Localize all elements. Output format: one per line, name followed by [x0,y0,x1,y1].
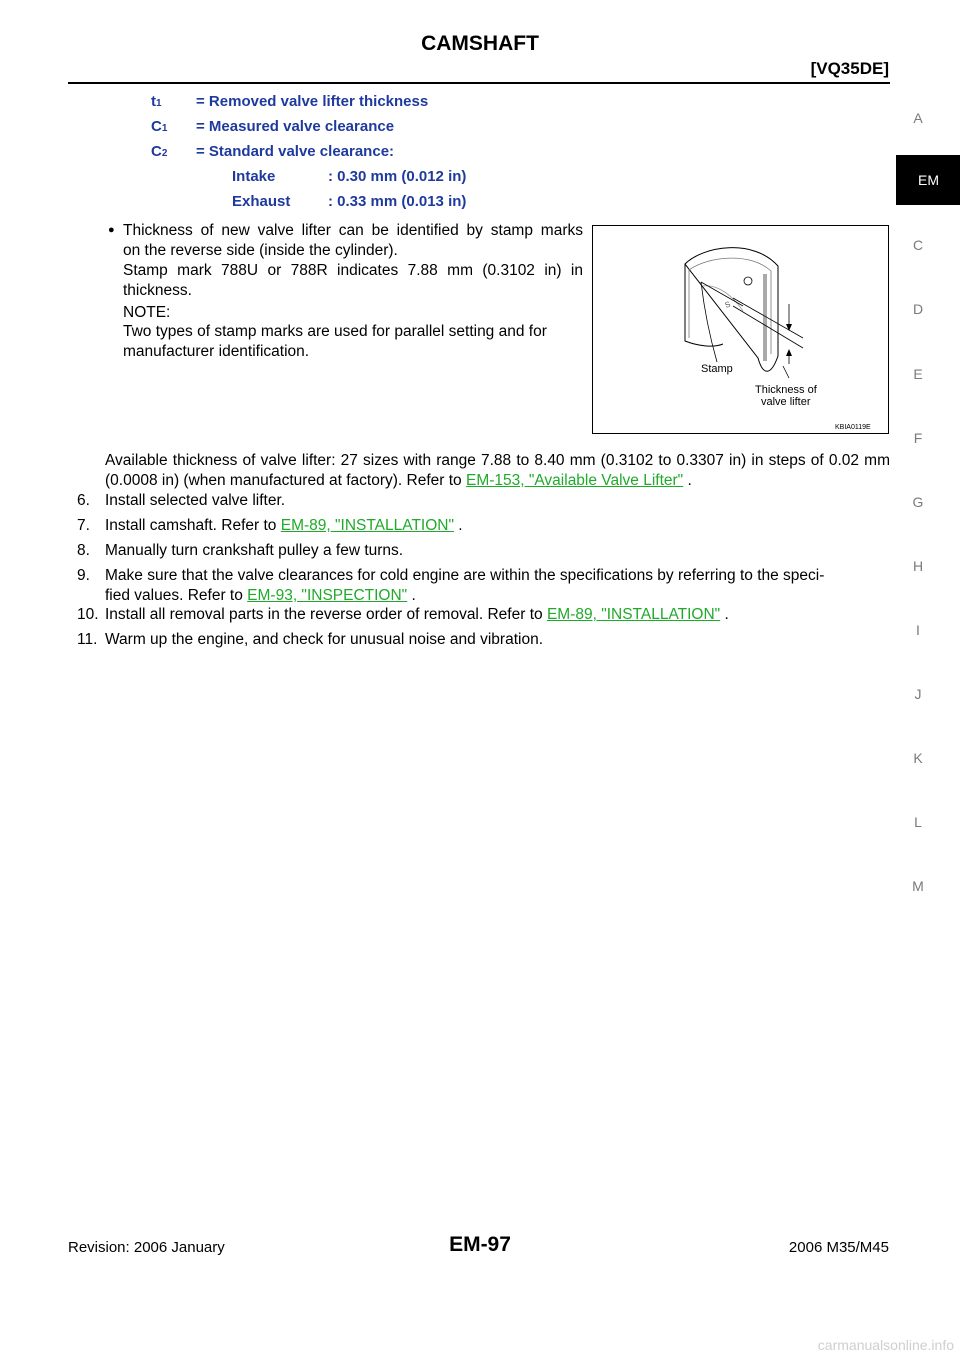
step-8 [77,541,403,561]
step-9 [77,566,890,586]
step-9-continuation [105,586,416,606]
spec-label-intake: Intake [232,168,276,185]
stamp-mark-glyph: S [723,299,732,310]
engine-code: [VQ35DE] [810,59,889,78]
link-em-89-installation-2[interactable]: EM-89, "INSTALLATION" [546,606,721,623]
side-index-k[interactable]: K [913,750,923,766]
bullet-line-3: Stamp mark 788U or 788R indicates 7.88 mm (0.3102 in) in [123,262,583,279]
step-tail: . [407,587,416,604]
spec-value-exhaust: : 0.33 mm (0.013 in) [328,193,467,210]
figure-code: KBIA0119E [835,424,871,431]
definition-text-c1: = Measured valve clearance [196,118,395,135]
side-index-h[interactable]: H [912,558,924,574]
step-tail: . [720,606,729,623]
footer-revision: Revision: 2006 January [68,1239,225,1256]
bullet-line-1: Thickness of new valve lifter can be identified by stamp marks [123,222,583,239]
thickness-arrowhead-up [786,349,792,356]
step-text-line-1: Make sure that the valve clearances for cold engine are within the specifications by referring to the speci- [105,567,825,584]
side-index-m[interactable]: M [912,878,924,894]
definition-symbol-t1: t1 [151,93,162,110]
step-10 [77,605,729,625]
side-index-c[interactable]: C [912,237,924,253]
footer-page-number: EM-97 [449,1233,511,1256]
header-divider [68,82,890,84]
link-em-93-inspection[interactable]: EM-93, "INSPECTION" [247,587,408,604]
step-text: Manually turn crankshaft pulley a few turns. [105,542,404,559]
step-number: 6. [77,492,90,509]
thickness-arrowhead-down [786,324,792,331]
side-index-i[interactable]: I [916,622,920,638]
footer-model: 2006 M35/M45 [788,1239,889,1256]
figure-label-stamp: Stamp [701,363,733,375]
side-index-f[interactable]: F [913,430,923,446]
step-text-line-2: fied values. Refer to [105,587,248,604]
step-text: Install camshaft. Refer to [105,517,281,534]
definition-text-t1: = Removed valve lifter thickness [196,93,429,110]
watermark: carmanualsonline.info [817,1337,954,1353]
step-number: 8. [77,542,90,559]
bullet-line-2: on the reverse side (inside the cylinder). [123,242,398,259]
side-index-l[interactable]: L [914,814,922,830]
link-available-valve-lifter[interactable]: EM-153, "Available Valve Lifter" [465,472,684,489]
bullet-paragraph [123,221,583,301]
definition-symbol-c2: C2 [151,143,168,160]
spec-value-intake: : 0.30 mm (0.012 in) [328,168,467,185]
link-em-89-installation[interactable]: EM-89, "INSTALLATION" [280,517,454,534]
side-index-a[interactable]: A [913,110,923,126]
available-text: Available thickness of valve lifter: 27 sizes with range 7.88 to 8.40 mm (0.3102 to 0.3307 in) in steps of 0.02 mm (0.0008 in) (when manufactured at factory). Refer to [105,452,890,489]
definition-symbol-c1: C1 [151,118,168,135]
spec-label-exhaust: Exhaust [232,193,291,210]
step-number: 11. [77,631,98,648]
step-text: Warm up the engine, and check for unusual noise and vibration. [105,631,543,648]
step-number: 9. [77,567,90,584]
figure-label-thickness-2: valve lifter [761,396,811,408]
note-label: NOTE: [123,304,171,321]
valve-lifter-figure [592,225,889,434]
side-index-e[interactable]: E [913,366,923,382]
valve-lifter-illustration [593,226,888,433]
figure-label-thickness-1: Thickness of [755,384,817,396]
available-tail: . [683,472,692,489]
step-number: 10. [77,606,99,623]
step-7 [77,516,463,536]
note-text: Two types of stamp marks are used for parallel setting and for manufacturer identification. [123,323,547,360]
step-text: Install all removal parts in the reverse order of removal. Refer to [105,606,547,623]
side-index-g[interactable]: G [912,494,924,510]
available-thickness-paragraph [105,451,890,491]
bullet-line-4: thickness. [123,282,192,299]
step-text: Install selected valve lifter. [105,492,286,509]
side-index-em-active[interactable]: EM [896,155,960,205]
page-title: CAMSHAFT [421,32,539,55]
bullet-icon: ● [108,224,115,236]
side-index-j[interactable]: J [914,686,922,702]
step-6 [77,491,285,511]
step-11 [77,630,543,650]
step-tail: . [453,517,463,534]
side-index-d[interactable]: D [912,301,924,317]
step-number: 7. [77,517,90,534]
thickness-leader [783,366,789,378]
definition-text-c2: = Standard valve clearance: [196,143,395,160]
